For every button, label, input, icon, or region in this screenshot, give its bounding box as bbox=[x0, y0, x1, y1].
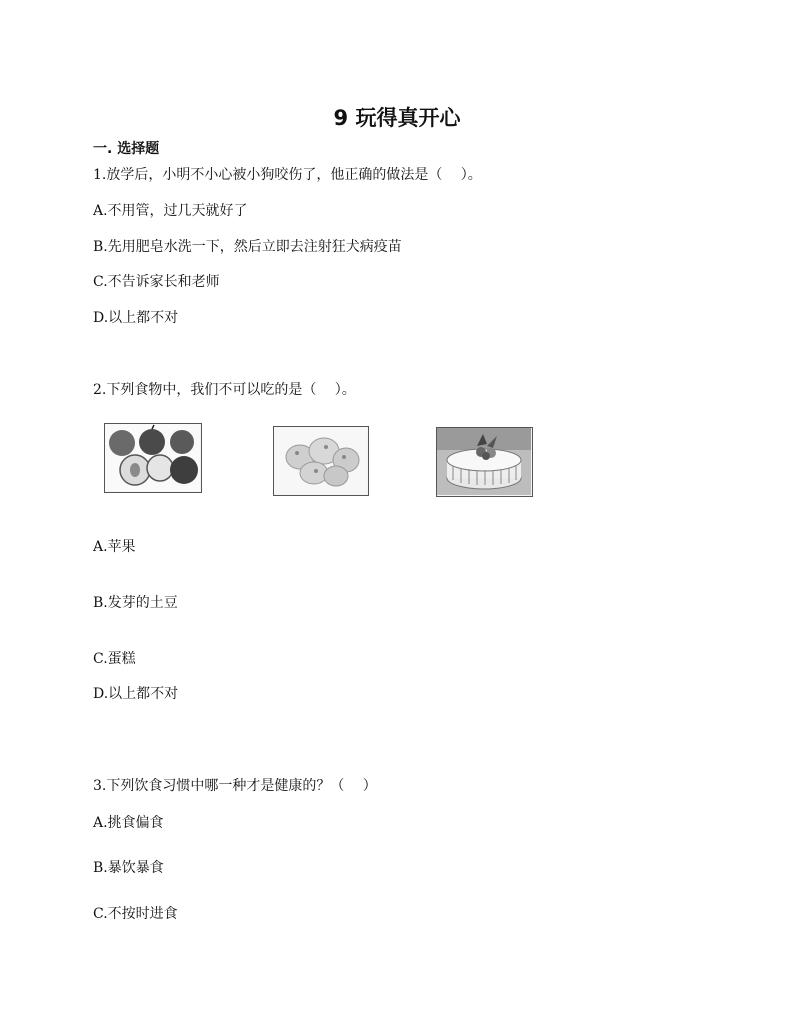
apples-image bbox=[104, 423, 202, 493]
question-2: 2.下列食物中，我们不可以吃的是（ ）。 bbox=[93, 382, 356, 398]
q2-option-c: C.蛋糕 bbox=[93, 651, 136, 667]
question-1: 1.放学后，小明不小心被小狗咬伤了，他正确的做法是（ ）。 bbox=[93, 167, 482, 183]
q2-option-a: A.苹果 bbox=[93, 539, 136, 555]
q2-option-b: B.发芽的土豆 bbox=[93, 595, 178, 611]
q1-option-b: B.先用肥皂水洗一下，然后立即去注射狂犬病疫苗 bbox=[93, 239, 402, 255]
cake-image bbox=[436, 427, 533, 497]
q3-option-a: A.挑食偏食 bbox=[93, 815, 164, 831]
q3-option-b: B.暴饮暴食 bbox=[93, 860, 164, 876]
section-heading: 一. 选择题 bbox=[93, 141, 160, 157]
q1-option-a: A.不用管，过几天就好了 bbox=[93, 203, 248, 219]
q2-option-d: D.以上都不对 bbox=[93, 686, 179, 702]
q1-option-c: C.不告诉家长和老师 bbox=[93, 274, 220, 290]
page-title: 9 玩得真开心 bbox=[333, 106, 461, 130]
q1-option-d: D.以上都不对 bbox=[93, 310, 179, 326]
q3-option-c: C.不按时进食 bbox=[93, 906, 178, 922]
sprouted-potatoes-image bbox=[273, 426, 369, 496]
question-3: 3.下列饮食习惯中哪一种才是健康的？（ ） bbox=[93, 778, 377, 794]
